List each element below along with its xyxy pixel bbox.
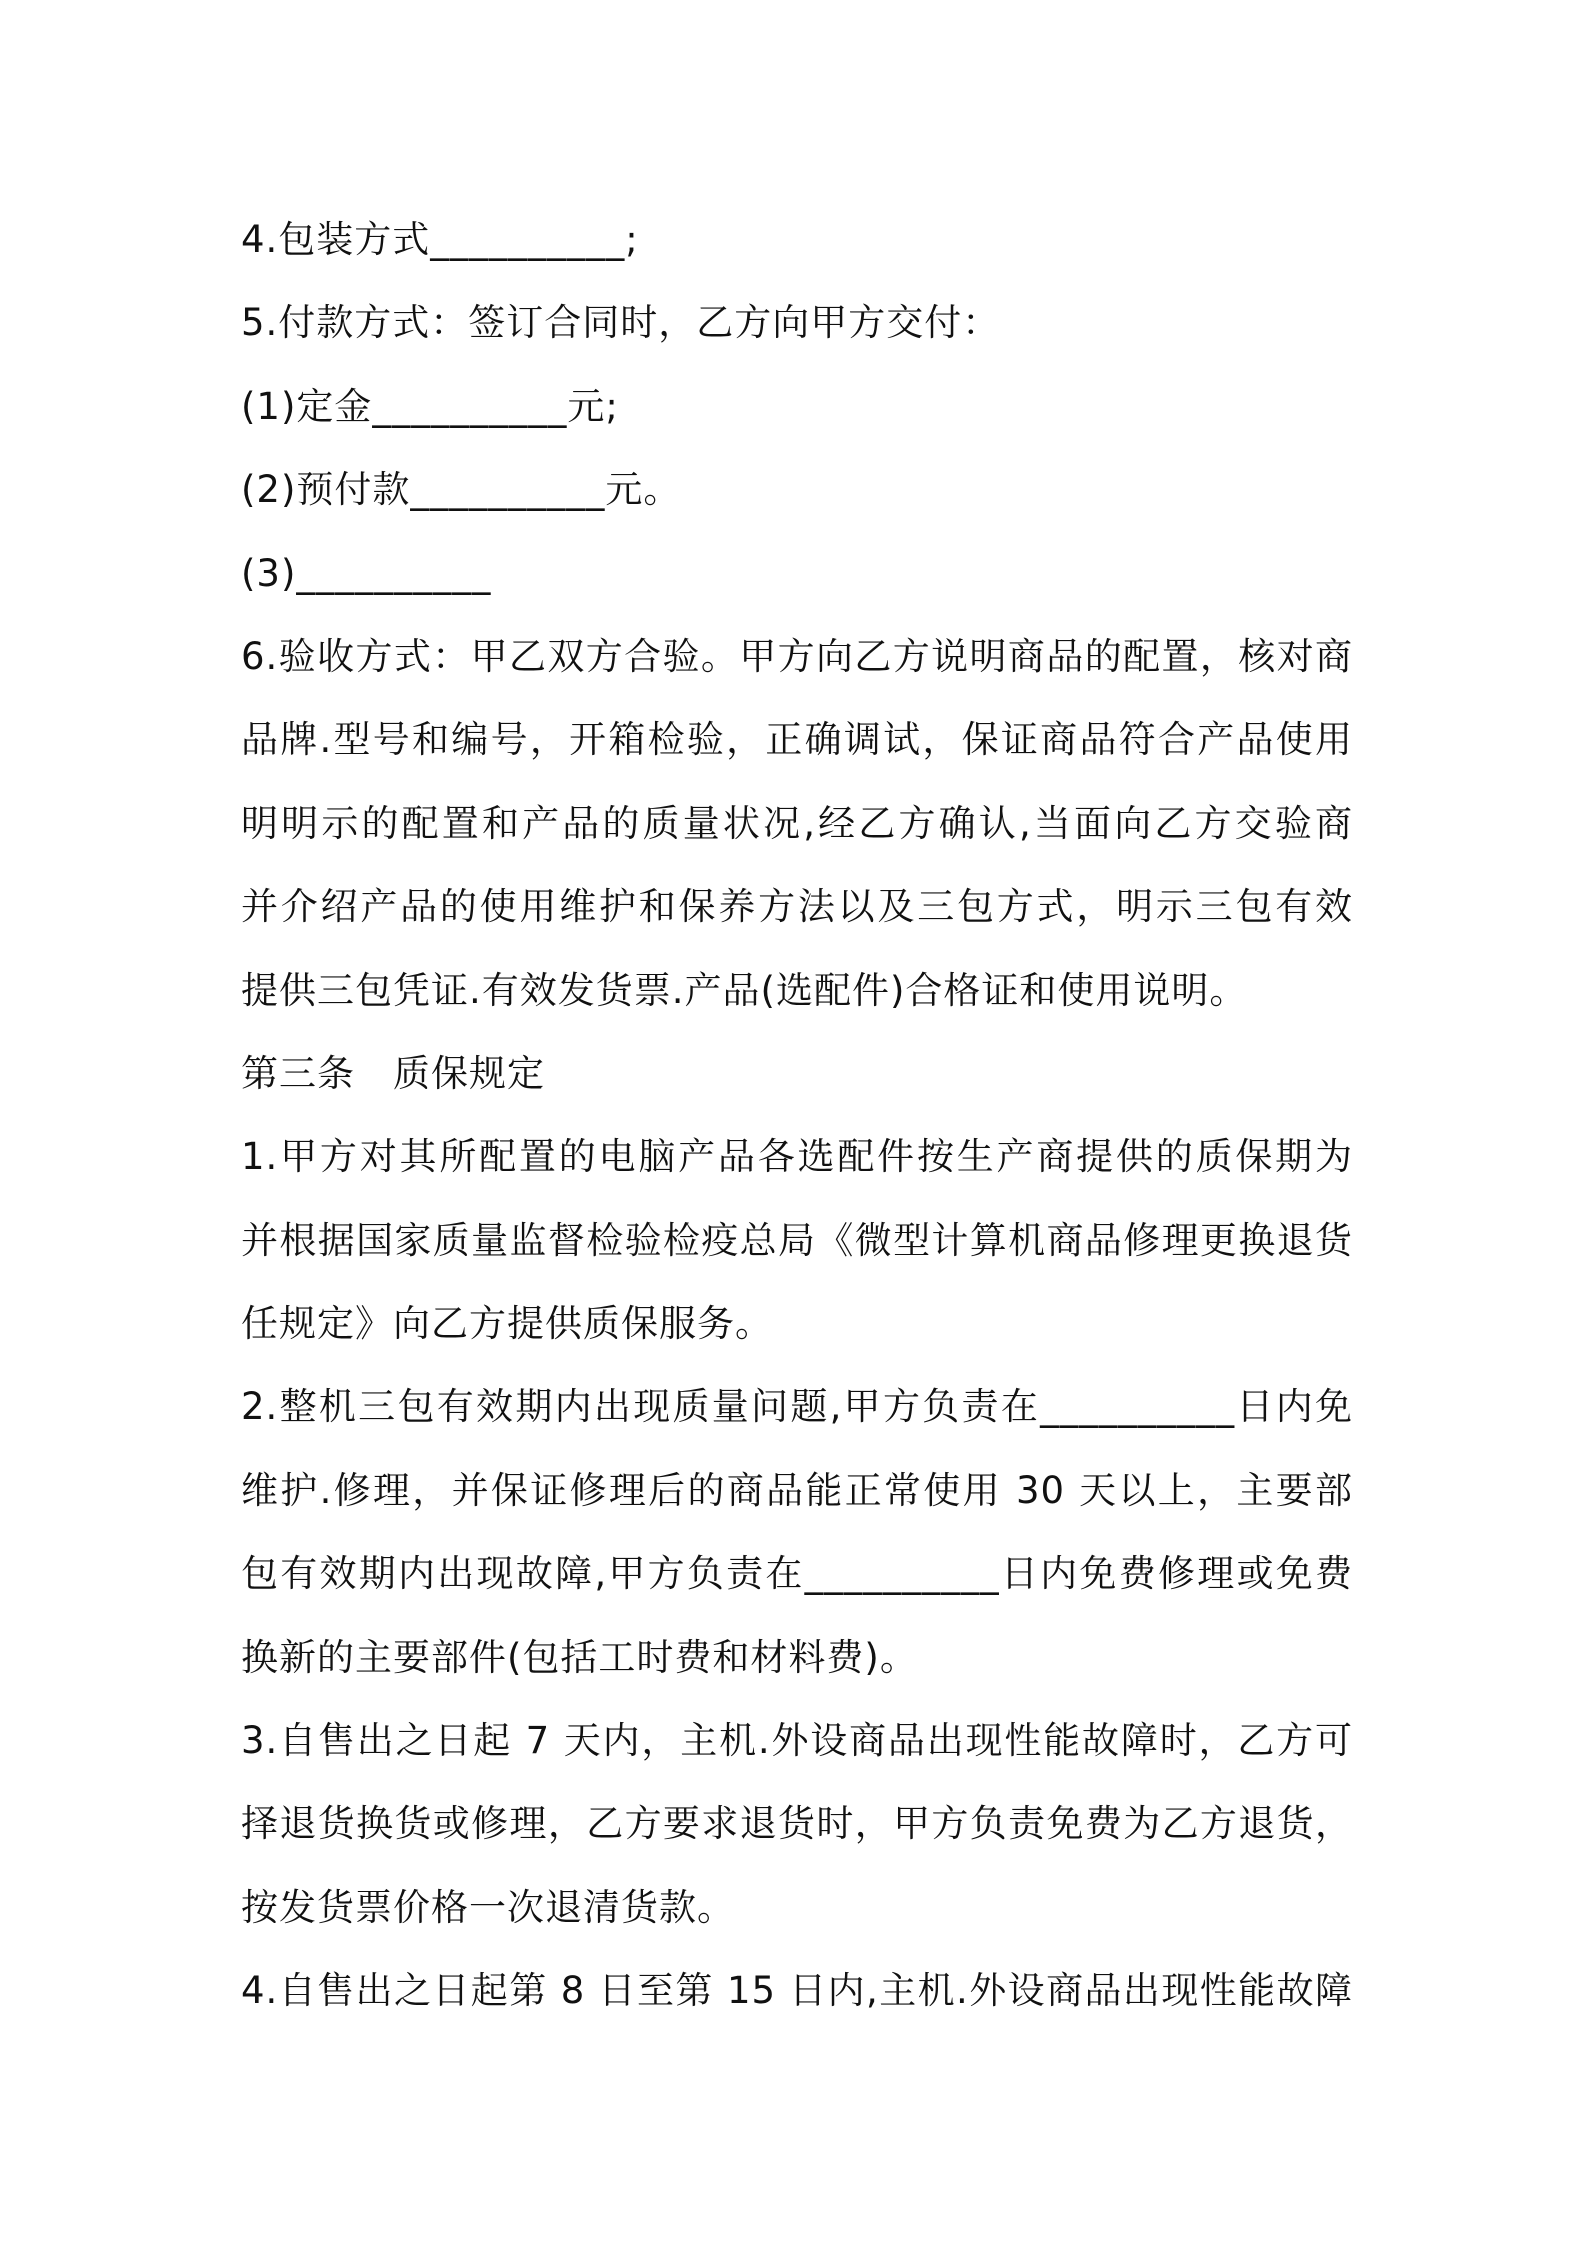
paragraph-line: 明明示的配置和产品的质量状况,经乙方确认,当面向乙方交验商	[241, 801, 1353, 845]
packaging-method-line: 4.包装方式__________;	[241, 218, 639, 261]
paragraph-line: 按发货票价格一次退清货款。	[241, 1885, 735, 1929]
warranty-clause-4-line: 4.自售出之日起第 8 日至第 15 日内,主机.外设商品出现性能故障	[241, 1969, 1353, 2013]
deposit-line: (1)定金__________元;	[241, 384, 619, 428]
contract-body	[241, 198, 1353, 2033]
paragraph-line: 并根据国家质量监督检验检疫总局《微型计算机商品修理更换退货	[241, 1218, 1353, 1262]
paragraph-line: 换新的主要部件(包括工时费和材料费)。	[241, 1635, 918, 1679]
prepayment-line: (2)预付款__________元。	[241, 468, 682, 512]
warranty-clause-2-line: 2.整机三包有效期内出现质量问题,甲方负责在__________日内免	[241, 1385, 1353, 1429]
paragraph-line: 并介绍产品的使用维护和保养方法以及三包方式，明示三包有效	[241, 885, 1353, 929]
paragraph-line: 提供三包凭证.有效发货票.产品(选配件)合格证和使用说明。	[241, 968, 1248, 1012]
paragraph-line: 择退货换货或修理，乙方要求退货时，甲方负责免费为乙方退货，	[241, 1802, 1353, 1846]
payment-method-line: 5.付款方式：签订合同时，乙方向甲方交付：	[241, 301, 1001, 345]
warranty-clause-1-line: 1.甲方对其所配置的电脑产品各选配件按生产商提供的质保期为	[241, 1135, 1353, 1179]
blank-item-line: (3)__________	[241, 551, 492, 595]
acceptance-method-line: 6.验收方式：甲乙双方合验。甲方向乙方说明商品的配置，核对商	[241, 634, 1353, 678]
paragraph-line: 任规定》向乙方提供质保服务。	[241, 1302, 773, 1346]
paragraph-line: 维护.修理，并保证修理后的商品能正常使用 30 天以上，主要部	[241, 1468, 1353, 1512]
paragraph-line: 包有效期内出现故障,甲方负责在__________日内免费修理或免费	[241, 1552, 1353, 1596]
paragraph-line: 品牌.型号和编号，开箱检验，正确调试，保证商品符合产品使用	[241, 718, 1353, 762]
section-heading: 第三条 质保规定	[241, 1051, 545, 1095]
warranty-clause-3-line: 3.自售出之日起 7 天内，主机.外设商品出现性能故障时，乙方可	[241, 1719, 1353, 1763]
